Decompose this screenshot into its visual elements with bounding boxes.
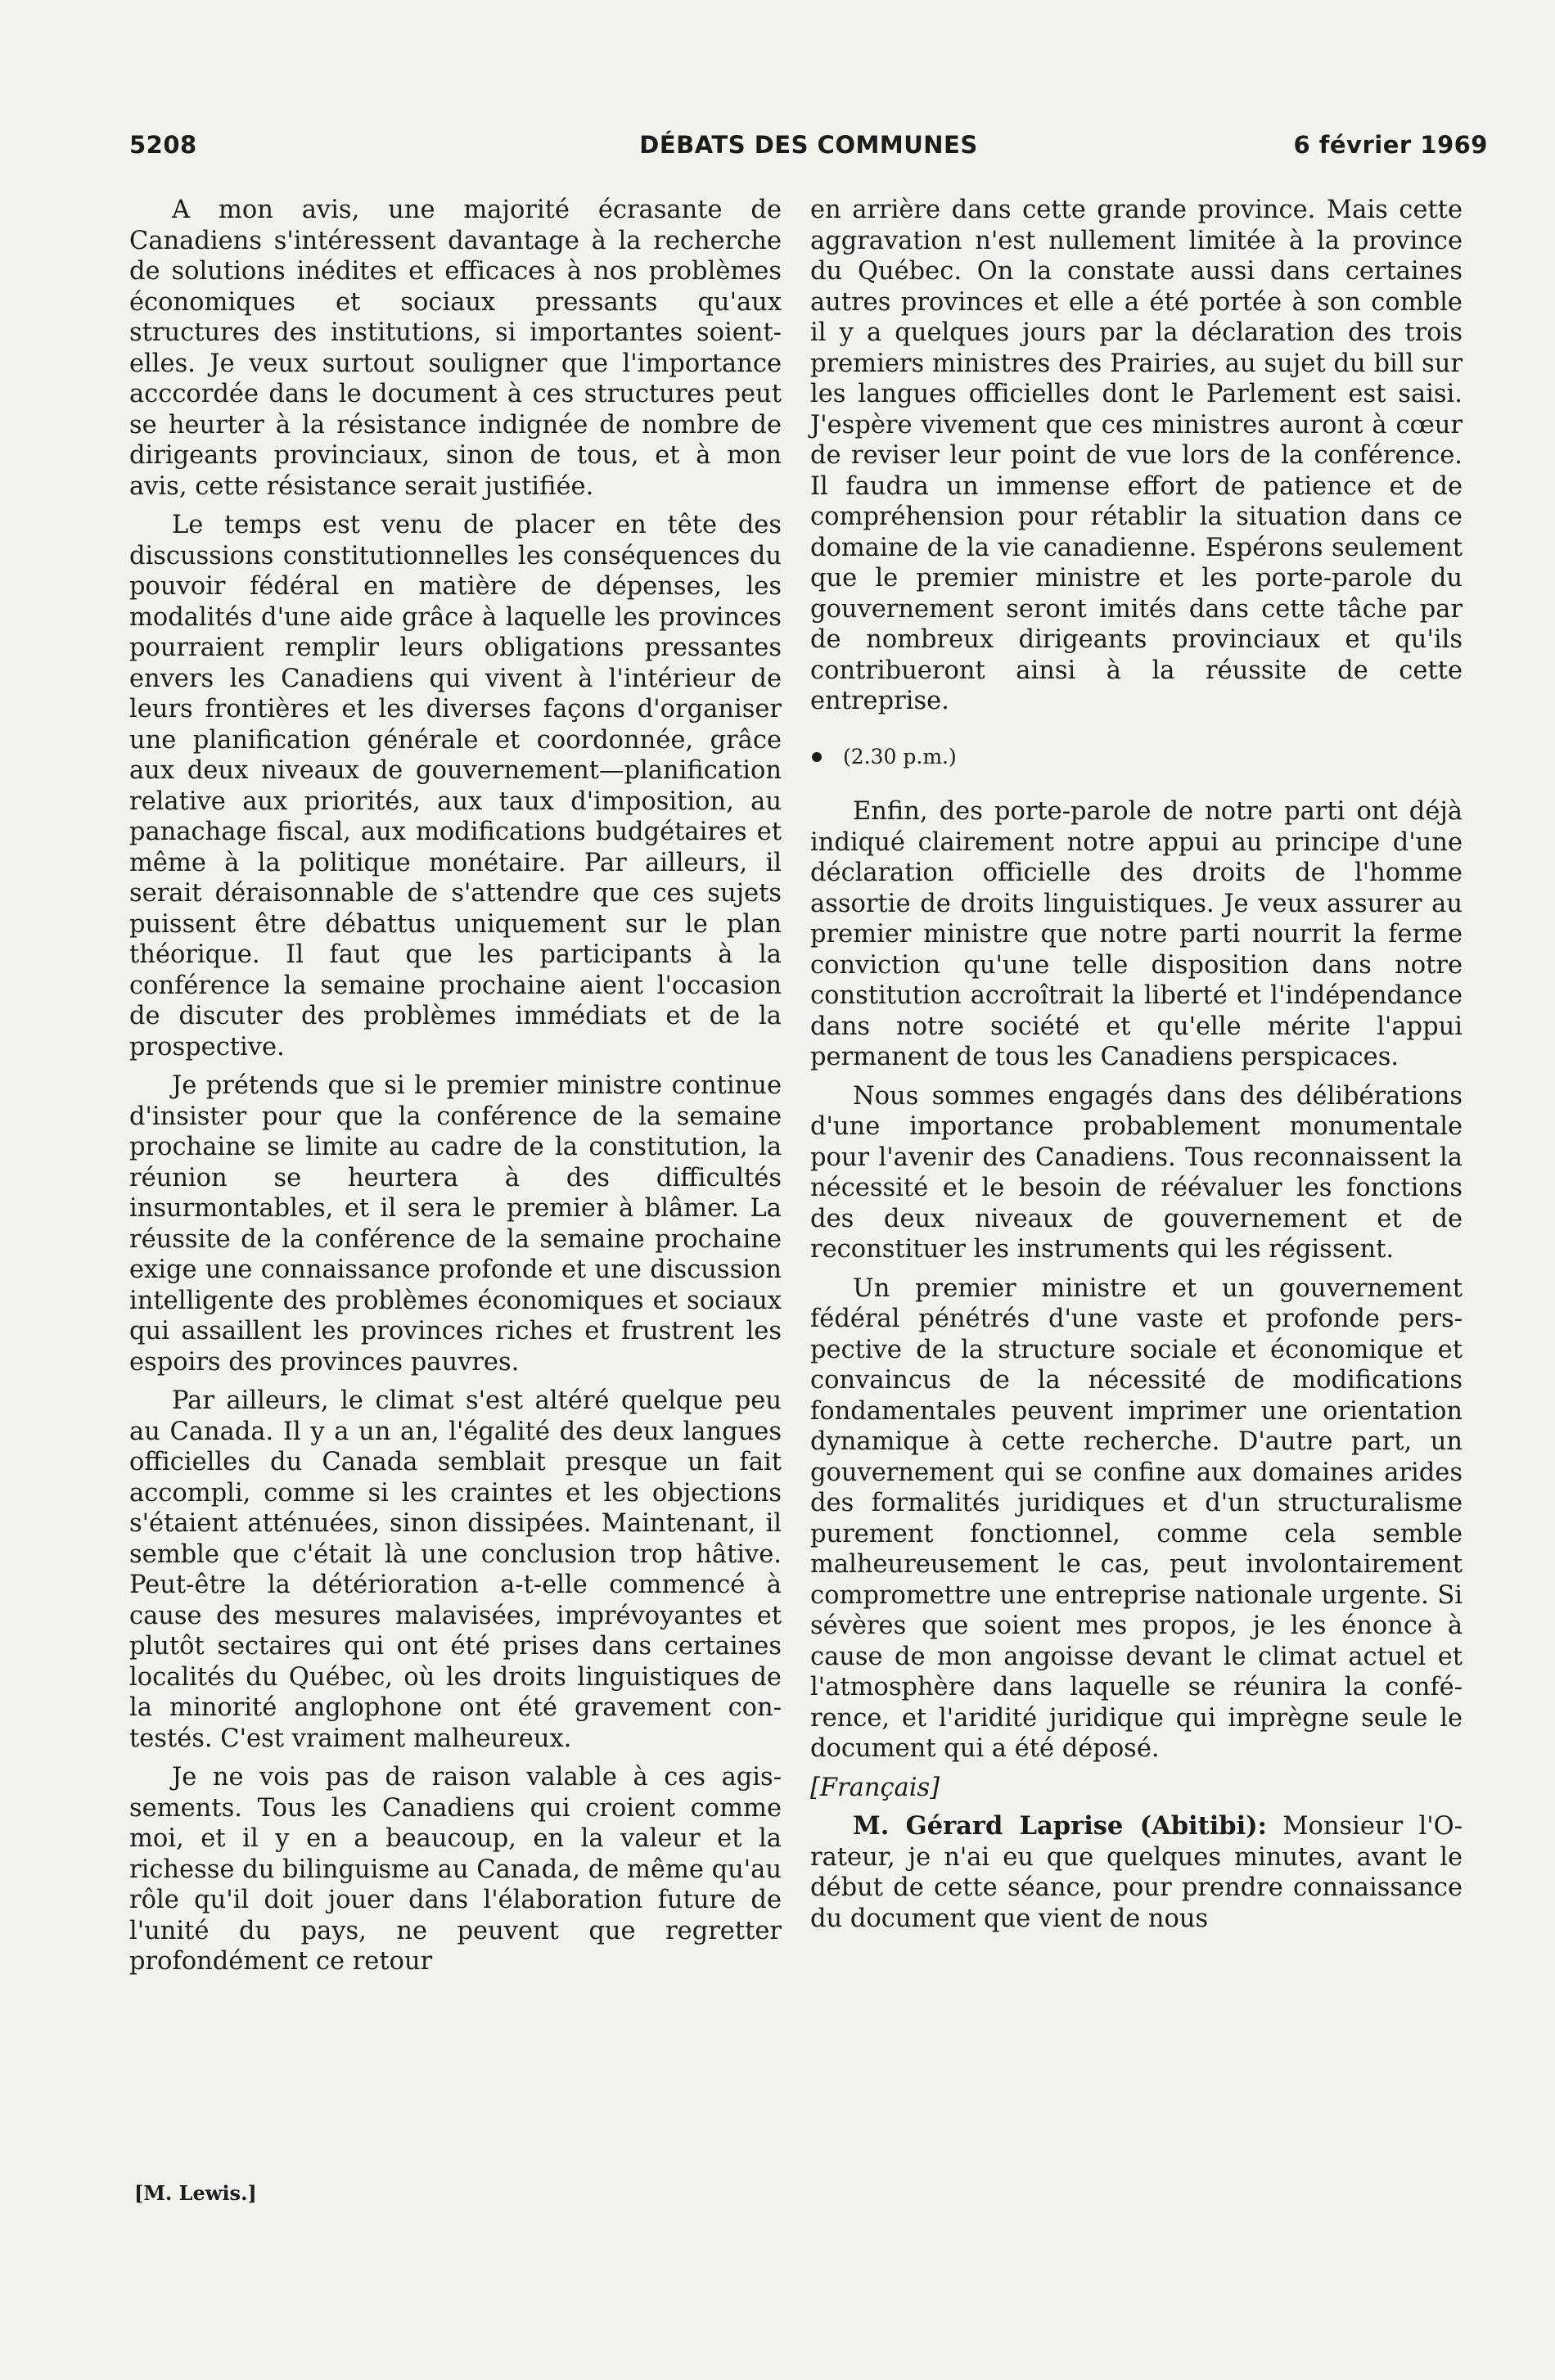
paragraph: Le temps est venu de placer en tête des discussions constitutionnelles les conséquences du pouvoir fédéral en matière de dépenses, les modalités d'une aide grâce à laquelle les provinces pourraient remplir leurs obligations pressantes envers les Canadiens qui vivent à l'intérieur de leurs frontières et les diverses façons d'organiser une planification générale et coordonnée, grâce aux deux niveaux de gouvernement—planification relative aux priorités, aux taux d'imposition, au panachage fiscal, aux modifications budgétaires et même à la politique monétaire. Par ailleurs, il serait déraisonnable de s'attendre que ces sujets puissent être débattus uniquement sur le plan théorique. Il faut que les participants à la conférence la semaine prochaine aient l'occasion de discuter des problèmes immédiats et de la prospective. [129, 511, 782, 1062]
language-tag: [Français] [810, 1773, 940, 1802]
bullet-icon [812, 752, 822, 762]
speaker-tag: [M. Lewis.] [134, 2181, 257, 2205]
page-date: 6 février 1969 [1293, 131, 1488, 159]
speaker-text: Monsieur l'Orateur, je n'ai eu que quelques minutes, avant le début de cette séance, pour prendre connaissance du document que vient de nous [810, 1812, 1463, 1933]
paragraph: A mon avis, une majorité écrasante de Canadiens s'intéressent davantage à la recherche de solutions inédites et efficaces à nos problèmes économiques et sociaux pressants qu'aux structures des institutions, si importantes soient-elles. Je veux surtout souligner que l'importance acccordée dans le document à ces structures peut se heurter à la résistance indignée de nombre de dirigeants provinciaux, sinon de tous, et à mon avis, cette résistance serait justifiée. [129, 196, 782, 501]
paragraph-continuation: en arrière dans cette grande province. Mais cette aggravation n'est nullement limitée à la province du Québec. On la constate aussi dans certaines autres provinces et elle a été portée à son comble il y a quelques jours par la déclaration des trois premiers ministres des Prairies, au sujet du bill sur les langues officielles dont le Parlement est saisi. J'espère vivement que ces ministres auront à cœur de reviser leur point de vue lors de la conférence. Il faudra un immense effort de patience et de compréhension pour rétablir la situation dans ce domaine de la vie canadienne. Espérons seulement que le premier ministre et les porte-parole du gouvernement seront imités dans cette tâche par de nombreux dirigeants provinciaux et qu'ils contribueront ainsi à la réussite de cette entreprise. [810, 196, 1463, 715]
speaker-name: M. Gérard Laprise (Abitibi): [853, 1811, 1267, 1841]
paragraph: Un premier ministre et un gouvernement fédéral pénétrés d'une vaste et profonde perspective de la structure sociale et économique et convaincus de la nécessité de modifications fondamentales peuvent imprimer une orientation dynamique à cette recherche. D'autre part, un gouvernement qui se confine aux domaines arides des formalités juridiques et d'un structuralisme purement fonctionnel, comme cela semble malheureusement le cas, peut involontairement compromettre une entreprise nationale urgente. Si sévères que soient mes propos, je les énonce à cause de mon angoisse devant le climat actuel et l'atmosphère dans laquelle se réunira la conférence, et l'aridité juridique qui imprègne seule le document qui a été déposé. [810, 1273, 1463, 1763]
paragraph: Nous sommes engagés dans des délibérations d'une importance probablement monumentale pour l'avenir des Canadiens. Tous reconnaissent la nécessité et le besoin de réévaluer les fonctions des deux niveaux de gouvernement et de reconstituer les instruments qui les régissent. [810, 1081, 1463, 1264]
paragraph: Par ailleurs, le climat s'est altéré quelque peu au Canada. Il y a un an, l'égalité des deux langues officielles du Canada semblait presque un fait accompli, comme si les craintes et les objections s'étaient atténuées, sinon dissipées. Maintenant, il semble que c'était là une conclusion trop hâtive. Peut-être la détérioration a-t-elle commencé à cause des mesures malavisées, imprévoyantes et plutôt sectaires qui ont été prises dans certaines localités du Québec, où les droits linguistiques de la minorité anglophone ont été gravement contestés. C'est vraiment malheureux. [129, 1386, 782, 1753]
time-marker-text: (2.30 p.m.) [843, 744, 957, 769]
page-number: 5208 [129, 131, 197, 159]
left-column [129, 195, 782, 1986]
page-header [129, 131, 1488, 164]
paragraph: Je prétends que si le premier ministre continue d'insister pour que la conférence de la semaine prochaine se limite au cadre de la constitution, la réunion se heurtera à des difficultés insurmontables, et il sera le premier à blâmer. La réussite de la conférence de la semaine prochaine exige une connaissance profonde et une discussion intelligente des problèmes économiques et sociaux qui assaillent les provinces riches et frustrent les espoirs des provinces pauvres. [129, 1071, 782, 1377]
paragraph: Enfin, des porte-parole de notre parti ont déjà indiqué clairement notre appui au principe d'une déclaration officielle des droits de l'homme assortie de droits linguistiques. Je veux assurer au premier ministre que notre parti nourrit la ferme conviction qu'une telle disposition dans notre constitution accroîtrait la liberté et l'indépendance dans notre société et qu'elle mérite l'appui permanent de tous les Canadiens perspicaces. [810, 797, 1463, 1071]
page-title: DÉBATS DES COMMUNES [639, 131, 978, 159]
speaker-paragraph [810, 1811, 1463, 1934]
paragraph: Je ne vois pas de raison valable à ces agissements. Tous les Canadiens qui croient comme moi, et il y en a beaucoup, en la valeur et la richesse du bilinguisme au Canada, de même qu'au rôle qu'il doit jouer dans l'élaboration future de l'unité du pays, ne peuvent que regretter profondément ce retour [129, 1763, 782, 1976]
right-column [810, 195, 1463, 1942]
time-marker [810, 741, 1463, 773]
